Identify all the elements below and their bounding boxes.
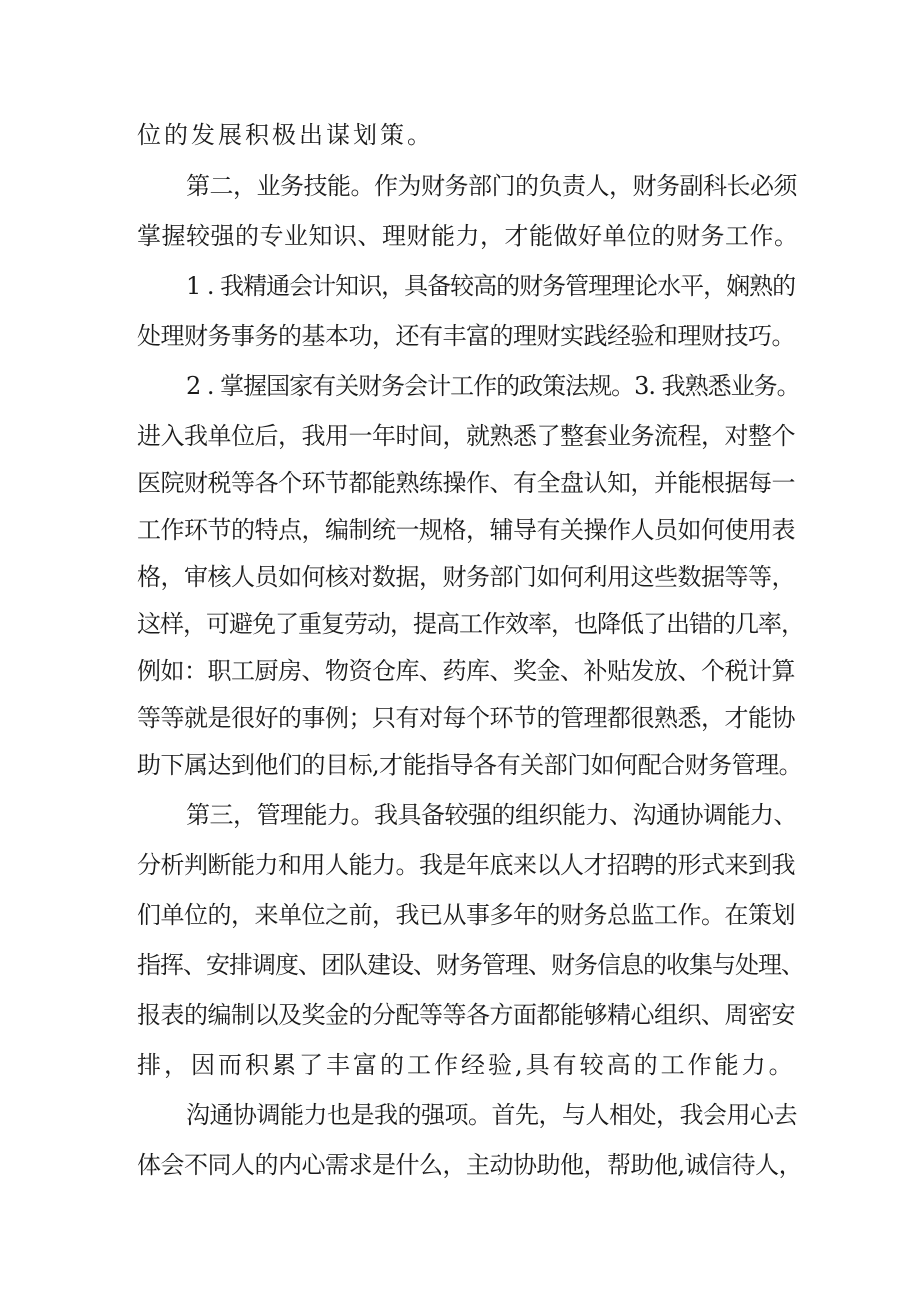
text-line: 位的发展积极出谋划策。 — [137, 121, 434, 149]
text-line: 报表的编制以及奖金的分配等等各方面都能够精心组织、周密安 — [137, 1001, 795, 1029]
text-line: 指挥、安排调度、团队建设、财务管理、财务信息的收集与处理、 — [137, 951, 804, 979]
text-line: 排，因而积累了丰富的工作经验,具有较高的工作能力。 — [137, 1051, 796, 1079]
paragraph-business-skills-line: 第二，业务技能。作为财务部门的负责人，财务副科长必须 — [186, 172, 797, 200]
text-line: 分析判断能力和用人能力。我是年底来以人才招聘的形式来到我 — [137, 851, 795, 879]
text-line: 医院财税等各个环节都能熟练操作、有全盘认知，并能根据每一 — [137, 469, 795, 497]
text-line: 掌握较强的专业知识、理财能力，才能做好单位的财务工作。 — [137, 222, 799, 250]
text-line: 等等就是很好的事例；只有对每个环节的管理都很熟悉，才能协 — [137, 704, 795, 732]
text-line: 体会不同人的内心需求是什么，主动协助他，帮助他,诚信待人， — [137, 1151, 803, 1179]
text-line: 助下属达到他们的目标,才能指导各有关部门如何配合财务管理。 — [137, 751, 803, 779]
text-line: 例如：职工厨房、物资仓库、药库、奖金、补贴发放、个税计算 — [137, 657, 795, 685]
paragraph-management-line: 第三，管理能力。我具备较强的组织能力、沟通协调能力、 — [186, 801, 797, 829]
text-line: 进入我单位后，我用一年时间，就熟悉了整套业务流程，对整个 — [137, 422, 795, 450]
text-line: 处理财务事务的基本功，还有丰富的理财实践经验和理财技巧。 — [137, 322, 795, 350]
list-item-1-line: 1 . 我精通会计知识，具备较高的财务管理理论水平，娴熟的 — [186, 272, 796, 300]
text-line: 格，审核人员如何核对数据，财务部门如何利用这些数据等等， — [137, 563, 795, 591]
list-item-2-line: 2 . 掌握国家有关财务会计工作的政策法规。3. 我熟悉业务。 — [186, 372, 800, 400]
paragraph-communication-line: 沟通协调能力也是我的强项。首先，与人相处，我会用心去 — [186, 1101, 797, 1129]
text-line: 这样，可避免了重复劳动，提高工作效率，也降低了出错的几率， — [137, 610, 804, 638]
text-line: 工作环节的特点，编制统一规格，辅导有关操作人员如何使用表 — [137, 516, 795, 544]
text-line: 们单位的，来单位之前，我已从事多年的财务总监工作。在策划 — [137, 901, 795, 929]
